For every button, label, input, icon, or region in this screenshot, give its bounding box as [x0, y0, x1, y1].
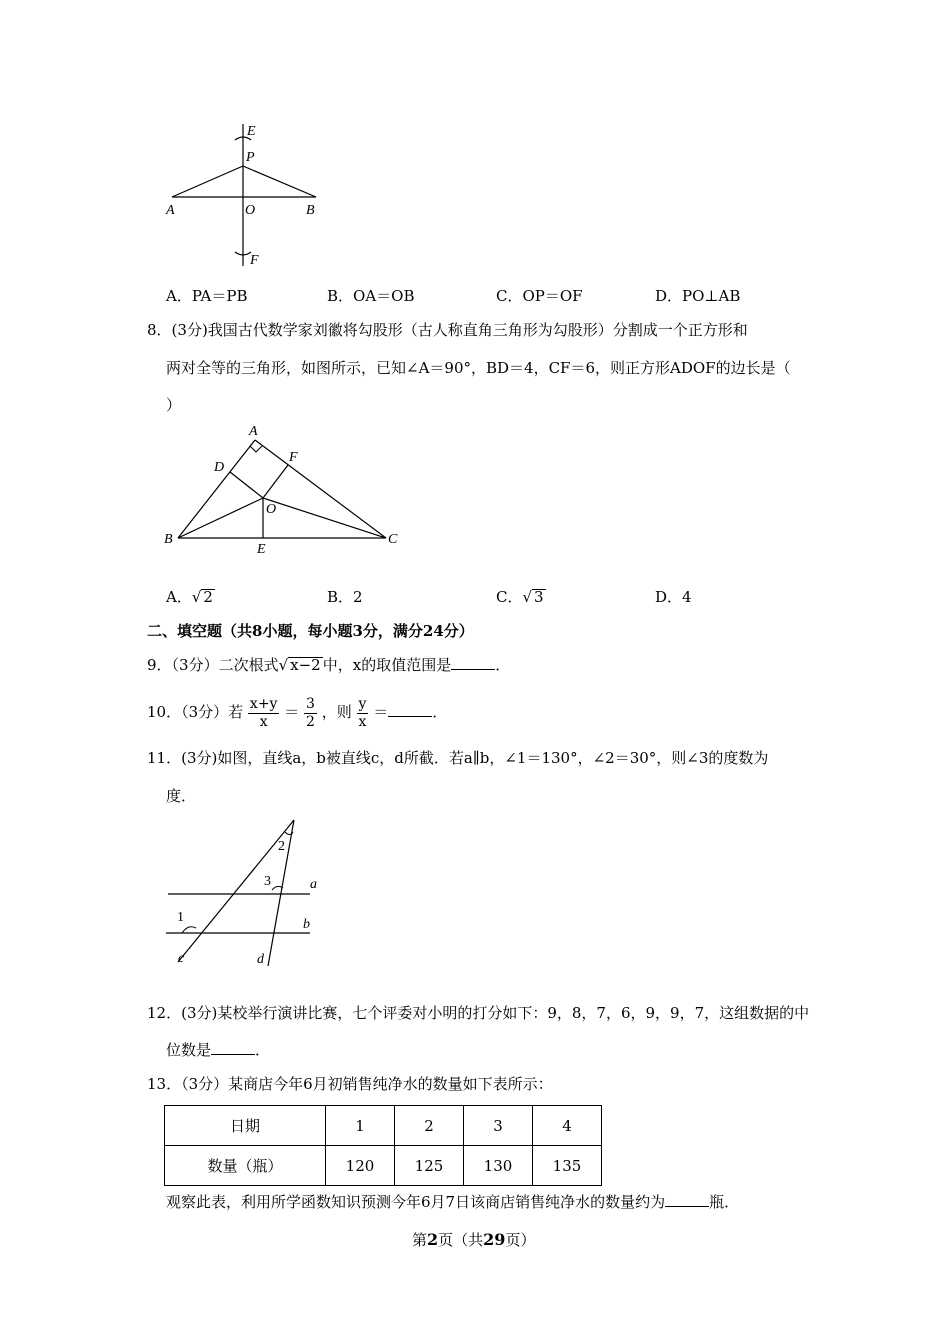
q11-label-a: a — [310, 877, 317, 892]
table-cell: 4 — [533, 1106, 602, 1146]
table-cell: 125 — [395, 1146, 464, 1186]
table-cell: 130 — [464, 1146, 533, 1186]
section-heading: 二、填空题（共8小题，每小题3分，满分24分） — [147, 622, 474, 640]
q11-label-3: 3 — [264, 874, 271, 889]
q7-option-c: C．OP＝OF — [496, 287, 583, 305]
table-cell: 2 — [395, 1106, 464, 1146]
q11-label-b: b — [303, 917, 310, 932]
page-total: 29 — [483, 1230, 506, 1249]
q8-label-e: E — [257, 542, 266, 557]
table-row — [165, 1146, 602, 1186]
q9-radicand: x−2 — [290, 656, 321, 674]
q7-figure — [160, 118, 330, 273]
table-cell: 日期 — [165, 1106, 326, 1146]
q7-label-e: E — [247, 124, 256, 139]
q7-option-b: B．OA＝OB — [327, 287, 415, 305]
q7-label-o: O — [245, 203, 256, 218]
table-cell: 3 — [464, 1106, 533, 1146]
q8-label-c: C — [388, 532, 398, 547]
table-cell: 135 — [533, 1146, 602, 1186]
q7-option-a: A．PA＝PB — [166, 287, 248, 305]
q8-label-o: O — [266, 502, 277, 517]
q7-label-p: P — [246, 150, 255, 165]
q8-line1: 8．(3分)我国古代数学家刘徽将勾股形（古人称直角三角形为勾股形）分割成一个正方形和 — [147, 321, 748, 339]
q12-line1: 12．(3分)某校举行演讲比赛，七个评委对小明的打分如下：9，8，7，6，9，9，7，这组数据的中 — [147, 1004, 810, 1022]
q12-blank[interactable] — [211, 1040, 255, 1055]
q11-figure — [160, 812, 330, 972]
q9: 9．（3分）二次根式√ x−2 中，x的取值范围是 ． — [147, 656, 511, 674]
q10-frac3: $\frac{y}{x}$ — [358, 695, 367, 730]
q11-label-2: 2 — [278, 839, 285, 854]
q13-line2: 观察此表，利用所学函数知识预测今年6月7日该商店销售纯净水的数量约为 瓶． — [166, 1193, 740, 1211]
q13-blank[interactable] — [665, 1192, 709, 1207]
q11-label-d: d — [257, 952, 264, 967]
q8-figure — [160, 420, 410, 560]
q8-label-f: F — [289, 450, 298, 465]
q8-line3: ） — [166, 396, 182, 414]
q9-suffix: 中，x的取值范围是 — [322, 656, 452, 674]
q8-option-c: C．√ 3 — [496, 588, 544, 606]
q10-frac1: $\frac{x+y}{x}$ — [249, 695, 278, 730]
q9-blank[interactable] — [451, 655, 495, 670]
q12-prefix: 位数是 — [166, 1041, 212, 1059]
q10-prefix: 10．（3分）若 — [147, 703, 244, 721]
q8-label-d: D — [214, 460, 225, 475]
table-row — [165, 1106, 602, 1146]
q9-end: ． — [495, 656, 511, 674]
page-number: 2 — [427, 1230, 439, 1249]
q8-option-d: D．4 — [655, 588, 692, 606]
q8-label-b: B — [164, 532, 173, 547]
q8-option-a: A．√ 2 — [166, 588, 213, 606]
q7-option-d: D．PO⊥AB — [655, 287, 741, 305]
q13-table — [164, 1105, 602, 1186]
q11-label-c: c — [178, 951, 185, 966]
q10-blank[interactable] — [388, 702, 432, 717]
q8-option-b: B．2 — [327, 588, 363, 606]
q12-line2: 位数是 ． — [166, 1041, 271, 1059]
q8-label-a: A — [249, 424, 258, 439]
q10: 10．（3分）若 $\frac{x+y}{x}$ ＝ $\frac{3}{2}$ ，则 $\frac{y}{x}$ ＝ ． — [147, 695, 448, 730]
q8-line2: 两对全等的三角形，如图所示，已知∠A＝90°，BD＝4，CF＝6，则正方形ADOF的边长是（ — [166, 359, 791, 377]
q7-line-pb — [243, 166, 316, 197]
q8-option-c-prefix: C． — [496, 588, 523, 606]
q10-mid: ，则 — [321, 703, 352, 721]
table-cell: 1 — [326, 1106, 395, 1146]
q8-option-c-radicand: 3 — [534, 588, 544, 606]
table-cell: 数量（瓶） — [165, 1146, 326, 1186]
q10-frac2: $\frac{3}{2}$ — [306, 695, 315, 730]
q11-label-1: 1 — [177, 910, 184, 925]
q7-line-pa — [172, 166, 243, 197]
q7-label-b: B — [306, 203, 315, 218]
q11-line1: 11．(3分)如图，直线a，b被直线c，d所截．若a∥b，∠1＝130°，∠2＝30°，则∠3的度数为 — [147, 749, 769, 767]
q8-option-a-prefix: A． — [166, 588, 192, 606]
q11-line2: 度． — [166, 787, 197, 805]
q13-line2-prefix: 观察此表，利用所学函数知识预测今年6月7日该商店销售纯净水的数量约为 — [166, 1193, 666, 1211]
q7-label-a: A — [166, 203, 175, 218]
q9-prefix: 9．（3分）二次根式 — [147, 656, 279, 674]
page-footer: 第2页（共29页） — [412, 1230, 536, 1249]
q8-option-a-radicand: 2 — [203, 588, 213, 606]
q7-label-f: F — [250, 253, 259, 268]
table-cell: 120 — [326, 1146, 395, 1186]
q13-line1: 13．（3分）某商店今年6月初销售纯净水的数量如下表所示： — [147, 1075, 553, 1093]
